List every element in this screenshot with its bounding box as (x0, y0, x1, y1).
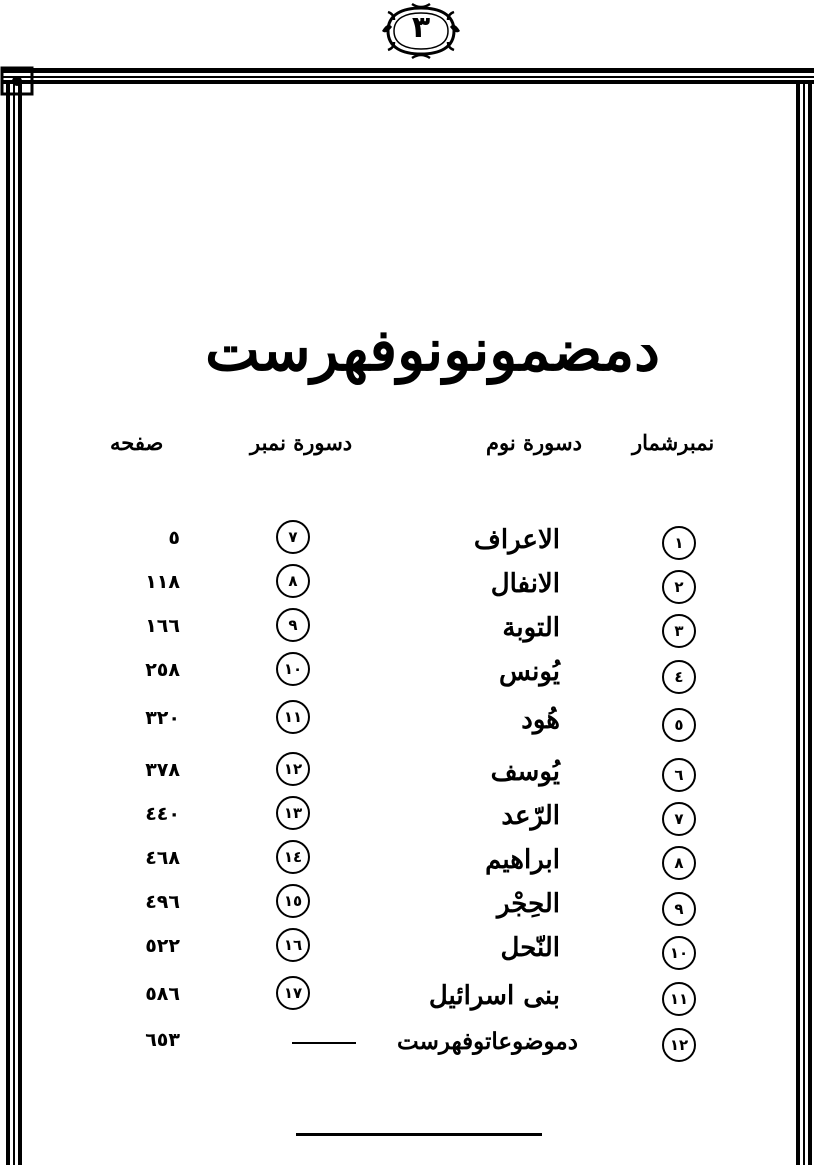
surah-number: ٧ (276, 520, 310, 554)
serial-number: ١١ (662, 982, 696, 1016)
page-number-value: ٥ (168, 527, 180, 549)
page-frame-top (0, 66, 816, 96)
page-number-value: ٥٨٦ (145, 983, 180, 1005)
table-row (0, 752, 816, 796)
page-number-ornament (378, 2, 464, 60)
header-surah-number: دسورة نمبر (250, 430, 353, 455)
surah-number: ١٦ (276, 928, 310, 962)
serial-number: ٨ (662, 846, 696, 880)
page-number-value: ٣٢٠ (145, 707, 180, 729)
leader-dash (292, 1042, 356, 1044)
surah-name: ابراهيم (485, 845, 560, 875)
page-number-value: ٤٤٠ (145, 803, 180, 825)
table-row (0, 564, 816, 608)
table-row (0, 1022, 816, 1066)
serial-number: ٢ (662, 570, 696, 604)
serial-number: ٤ (662, 660, 696, 694)
surah-name: الرّعد (501, 801, 560, 831)
serial-number: ٣ (662, 614, 696, 648)
surah-name: يُوسف (490, 757, 560, 787)
surah-number: ١٣ (276, 796, 310, 830)
page-number-value: ٦٥٣ (145, 1029, 180, 1051)
table-row (0, 608, 816, 652)
surah-name: يُونس (498, 657, 560, 687)
page-number-value: ١٦٦ (145, 615, 180, 637)
page-number-value: ١١٨ (145, 571, 180, 593)
table-row (0, 796, 816, 840)
table-row (0, 840, 816, 884)
page-number: ٣ (411, 10, 431, 45)
header-serial: نمبرشمار (632, 430, 715, 455)
surah-number: ١٧ (276, 976, 310, 1010)
serial-number: ٥ (662, 708, 696, 742)
bottom-rule (296, 1133, 542, 1136)
page-number-value: ٥٢٢ (145, 935, 180, 957)
surah-number: ١٤ (276, 840, 310, 874)
page-number-value: ٢٥٨ (145, 659, 180, 681)
serial-number: ١ (662, 526, 696, 560)
surah-number: ١١ (276, 700, 310, 734)
serial-number: ١٢ (662, 1028, 696, 1062)
surah-name: دموضوعاتوفهرست (396, 1028, 578, 1055)
page-number-value: ٣٧٨ (145, 759, 180, 781)
serial-number: ١٠ (662, 936, 696, 970)
surah-number: ١٢ (276, 752, 310, 786)
surah-name: الانفال (490, 569, 560, 599)
table-row (0, 976, 816, 1020)
surah-number: ٩ (276, 608, 310, 642)
page-number-value: ٤٩٦ (145, 891, 180, 913)
table-row (0, 652, 816, 696)
surah-number: ١٥ (276, 884, 310, 918)
page-title: دمضمونونوفهرست (205, 316, 660, 384)
surah-name: الاعراف (473, 525, 560, 555)
table-row (0, 928, 816, 972)
header-page: صفحه (110, 430, 164, 455)
table-row (0, 884, 816, 928)
page-number-value: ٤٦٨ (145, 847, 180, 869)
table-row (0, 520, 816, 564)
serial-number: ٩ (662, 892, 696, 926)
serial-number: ٧ (662, 802, 696, 836)
surah-name: التوبة (502, 613, 560, 643)
surah-name: بنى اسرائيل (428, 981, 560, 1011)
surah-number: ١٠ (276, 652, 310, 686)
header-surah-name: دسورة نوم (486, 430, 582, 455)
surah-name: الحِجْر (496, 889, 560, 919)
surah-name: النّحل (500, 933, 560, 963)
surah-name: هُود (521, 705, 560, 735)
table-row (0, 700, 816, 744)
serial-number: ٦ (662, 758, 696, 792)
surah-number: ٨ (276, 564, 310, 598)
